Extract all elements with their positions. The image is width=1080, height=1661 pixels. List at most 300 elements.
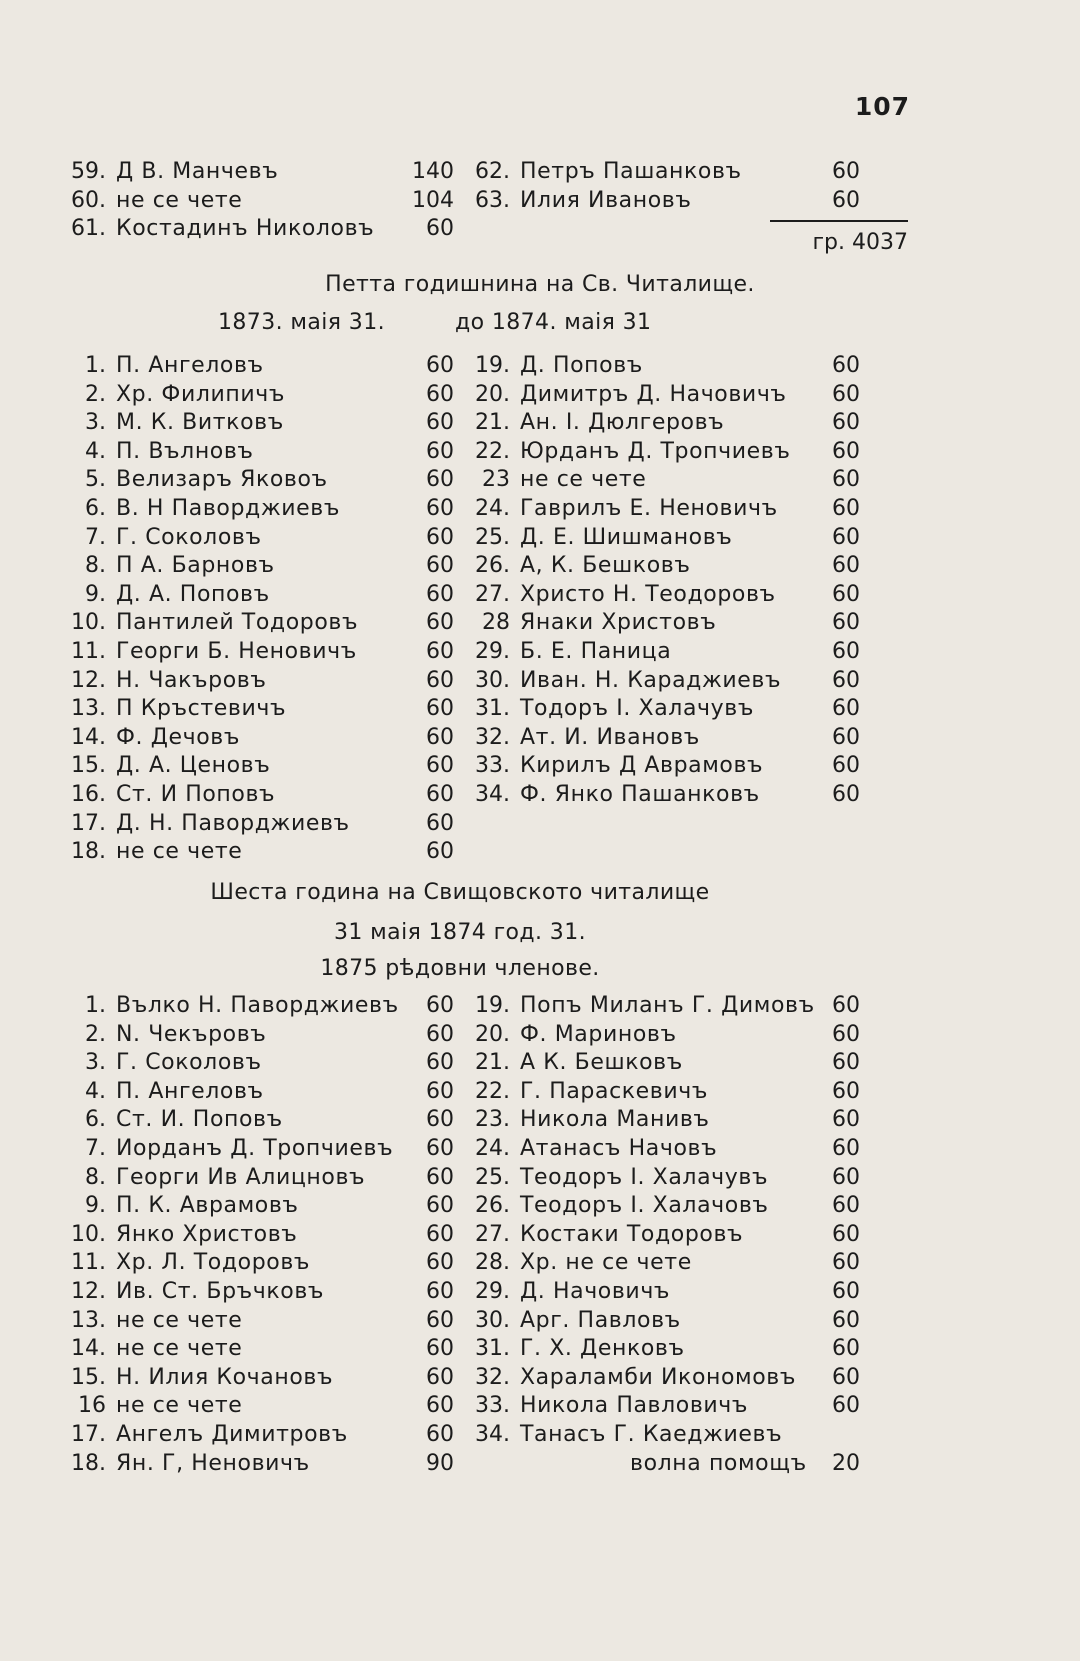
list-item	[58, 638, 454, 667]
item-number: 19.	[475, 993, 510, 1018]
item-number: 7.	[85, 524, 106, 550]
list-item	[58, 158, 454, 187]
list-item	[58, 992, 454, 1021]
member-name: Попъ Миланъ Г. Димовъ	[520, 993, 815, 1018]
list-item	[58, 1307, 454, 1336]
amount: 90	[426, 1450, 454, 1476]
list-item	[58, 1221, 454, 1250]
amount: 60	[426, 753, 454, 779]
member-name: Иван. Н. Караджиевъ	[520, 667, 782, 693]
amount: 60	[426, 524, 454, 550]
list-item	[58, 1021, 454, 1050]
amount: 60	[832, 553, 860, 579]
list-item	[58, 1135, 454, 1164]
section5-date-from: 1873. маія 31.	[218, 310, 385, 335]
amount: 60	[426, 1364, 454, 1390]
amount: 60	[426, 1307, 454, 1333]
member-name: Петръ Пашанковъ	[520, 159, 742, 184]
section5-right-list	[462, 352, 860, 810]
member-name: не се чете	[116, 1307, 243, 1333]
member-name: Никола Павловичъ	[520, 1393, 749, 1419]
list-item	[462, 1307, 860, 1336]
member-name: Г. Х. Денковъ	[520, 1336, 685, 1362]
member-name: Вълко Н. Паворджиевъ	[116, 993, 399, 1018]
member-name: не се чете	[116, 187, 243, 213]
item-number: 24.	[475, 495, 510, 521]
item-number: 23	[482, 467, 510, 493]
amount: 60	[426, 993, 454, 1018]
list-item	[58, 1364, 454, 1393]
item-number: 4.	[85, 438, 106, 464]
item-number: 34.	[475, 781, 510, 807]
amount: 60	[832, 581, 860, 607]
amount: 60	[426, 581, 454, 607]
amount: 60	[426, 495, 454, 521]
member-name: Ф. Мариновъ	[520, 1021, 677, 1047]
amount: 60	[832, 524, 860, 550]
list-item	[462, 1049, 860, 1078]
list-item	[462, 524, 860, 553]
member-name: волна помощъ	[630, 1450, 807, 1476]
item-number: 11.	[71, 638, 106, 664]
amount: 60	[426, 467, 454, 493]
amount: 60	[832, 495, 860, 521]
member-name: Н. Илия Кочановъ	[116, 1364, 334, 1390]
amount: 60	[832, 1078, 860, 1104]
item-number: 6.	[85, 495, 106, 521]
member-name: Хр. Филипичъ	[116, 381, 286, 407]
member-name: Георги Б. Неновичъ	[116, 638, 357, 664]
amount: 60	[832, 353, 860, 378]
amount: 60	[426, 638, 454, 664]
amount: 60	[426, 1107, 454, 1133]
amount: 60	[832, 1307, 860, 1333]
list-item	[58, 1278, 454, 1307]
item-number: 16.	[71, 781, 106, 807]
amount: 60	[426, 696, 454, 722]
list-item	[462, 552, 860, 581]
member-name: П А. Барновъ	[116, 553, 275, 579]
member-name: Н. Чакъровъ	[116, 667, 267, 693]
list-item	[58, 1335, 454, 1364]
member-name: Ат. И. Ивановъ	[520, 724, 700, 750]
amount: 60	[832, 781, 860, 807]
amount: 60	[832, 1364, 860, 1390]
member-name: Атанасъ Начовъ	[520, 1135, 718, 1161]
amount: 60	[426, 1221, 454, 1247]
member-name: Димитръ Д. Начовичъ	[520, 381, 787, 407]
list-item	[462, 466, 860, 495]
member-name: Д. А. Ценовъ	[116, 753, 271, 779]
section6-right-list	[462, 992, 860, 1478]
item-number: 2.	[85, 381, 106, 407]
section6-title: Шеста година на Свищовското читалище	[210, 880, 710, 905]
list-item	[462, 695, 860, 724]
item-number: 6.	[85, 1107, 106, 1133]
member-name: П. Ангеловъ	[116, 1078, 264, 1104]
amount: 60	[832, 1107, 860, 1133]
list-item	[58, 1249, 454, 1278]
list-item	[58, 838, 454, 867]
member-name: не се чете	[116, 1393, 243, 1419]
member-name: Арг. Павловъ	[520, 1307, 681, 1333]
member-name: Ст. И. Поповъ	[116, 1107, 283, 1133]
member-name: Георги Ив Алицновъ	[116, 1164, 366, 1190]
member-name: Костадинъ Николовъ	[116, 216, 375, 242]
item-number: 20.	[475, 381, 510, 407]
item-number: 61.	[71, 216, 106, 242]
item-number: 18.	[71, 839, 106, 865]
amount: 60	[426, 1278, 454, 1304]
member-name: Ангелъ Димитровъ	[116, 1421, 348, 1447]
amount: 60	[426, 610, 454, 636]
list-item	[58, 1078, 454, 1107]
amount: 60	[426, 1135, 454, 1161]
list-item	[58, 752, 454, 781]
item-number: 5.	[85, 467, 106, 493]
item-number: 16	[78, 1393, 106, 1419]
amount: 60	[426, 1250, 454, 1276]
member-name: П. Ангеловъ	[116, 353, 264, 378]
member-name: Д. Е. Шишмановъ	[520, 524, 733, 550]
member-name: Хр. Л. Тодоровъ	[116, 1250, 311, 1276]
list-item	[58, 187, 454, 216]
item-number: 33.	[475, 753, 510, 779]
list-item	[58, 1421, 454, 1450]
list-item	[462, 1421, 860, 1450]
member-name: Хараламби Икономовъ	[520, 1364, 797, 1390]
list-item	[462, 1450, 860, 1479]
amount: 60	[426, 438, 454, 464]
list-item	[58, 1049, 454, 1078]
list-item	[58, 1106, 454, 1135]
member-name: Ян. Г, Неновичъ	[116, 1450, 310, 1476]
list-item	[58, 524, 454, 553]
item-number: 4.	[85, 1078, 106, 1104]
list-item	[58, 352, 454, 381]
amount: 60	[426, 1078, 454, 1104]
item-number: 25.	[475, 1164, 510, 1190]
item-number: 59.	[71, 159, 106, 184]
member-name: Д. Н. Паворджиевъ	[116, 810, 350, 836]
amount: 60	[832, 1278, 860, 1304]
item-number: 30.	[475, 1307, 510, 1333]
item-number: 22.	[475, 1078, 510, 1104]
section5-left-list	[58, 352, 454, 867]
list-item	[462, 495, 860, 524]
amount: 60	[832, 410, 860, 436]
amount: 60	[832, 696, 860, 722]
list-item	[462, 752, 860, 781]
item-number: 60.	[71, 187, 106, 213]
member-name: Велизаръ Яковоъ	[116, 467, 328, 493]
list-item	[58, 1164, 454, 1193]
list-item	[58, 1192, 454, 1221]
member-name: Г. Параскевичъ	[520, 1078, 708, 1104]
amount: 60	[426, 353, 454, 378]
item-number: 29.	[475, 638, 510, 664]
amount: 60	[426, 1393, 454, 1419]
list-item	[462, 581, 860, 610]
item-number: 63.	[475, 187, 510, 213]
item-number: 31.	[475, 1336, 510, 1362]
amount: 60	[832, 1164, 860, 1190]
item-number: 1.	[85, 993, 106, 1018]
member-name: Янаки Христовъ	[520, 610, 717, 636]
list-item	[462, 724, 860, 753]
member-name: П. Вълновъ	[116, 438, 254, 464]
member-name: Кирилъ Д Аврамовъ	[520, 753, 764, 779]
item-number: 30.	[475, 667, 510, 693]
list-item	[58, 381, 454, 410]
list-item	[462, 1392, 860, 1421]
item-number: 15.	[71, 1364, 106, 1390]
list-item	[58, 695, 454, 724]
amount: 60	[832, 1250, 860, 1276]
list-item	[58, 781, 454, 810]
list-item	[462, 667, 860, 696]
list-item	[462, 381, 860, 410]
amount: 60	[426, 1050, 454, 1076]
amount: 60	[832, 159, 860, 184]
member-name: А, К. Бешковъ	[520, 553, 691, 579]
top-right-list	[462, 158, 860, 215]
list-item	[462, 1021, 860, 1050]
member-name: Никола Манивъ	[520, 1107, 710, 1133]
member-name: А К. Бешковъ	[520, 1050, 683, 1076]
member-name: Теодоръ І. Халачувъ	[520, 1164, 769, 1190]
item-number: 2.	[85, 1021, 106, 1047]
list-item	[58, 1450, 454, 1479]
member-name: Теодоръ І. Халачовъ	[520, 1193, 769, 1219]
member-name: Г. Соколовъ	[116, 1050, 262, 1076]
member-name: не се чете	[116, 839, 243, 865]
list-item	[58, 810, 454, 839]
amount: 60	[832, 1050, 860, 1076]
list-item	[462, 1249, 860, 1278]
item-number: 32.	[475, 724, 510, 750]
section6-date: 31 маія 1874 год. 31.	[334, 920, 586, 945]
list-item	[462, 1278, 860, 1307]
list-item	[58, 466, 454, 495]
amount: 60	[426, 839, 454, 865]
amount: 60	[426, 1164, 454, 1190]
member-name: Тодоръ І. Халачувъ	[520, 696, 754, 722]
item-number: 19.	[475, 353, 510, 378]
item-number: 24.	[475, 1135, 510, 1161]
item-number: 26.	[475, 553, 510, 579]
member-name: Пантилей Тодоровъ	[116, 610, 359, 636]
amount: 20	[832, 1450, 860, 1476]
amount: 104	[412, 187, 454, 213]
amount: 60	[832, 638, 860, 664]
amount: 60	[426, 1021, 454, 1047]
item-number: 33.	[475, 1393, 510, 1419]
item-number: 12.	[71, 667, 106, 693]
amount: 60	[832, 610, 860, 636]
list-item	[58, 581, 454, 610]
member-name: Ив. Ст. Бръчковъ	[116, 1278, 325, 1304]
member-name: Христо Н. Теодоровъ	[520, 581, 776, 607]
amount: 140	[412, 159, 454, 184]
amount: 60	[832, 1135, 860, 1161]
page-number: 107	[854, 92, 910, 121]
item-number: 15.	[71, 753, 106, 779]
item-number: 28.	[475, 1250, 510, 1276]
amount: 60	[426, 381, 454, 407]
list-item	[462, 1078, 860, 1107]
top-left-list	[58, 158, 454, 244]
amount: 60	[832, 187, 860, 213]
item-number: 7.	[85, 1135, 106, 1161]
item-number: 11.	[71, 1250, 106, 1276]
item-number: 22.	[475, 438, 510, 464]
list-item	[462, 158, 860, 187]
item-number: 1.	[85, 353, 106, 378]
amount: 60	[832, 1221, 860, 1247]
member-name: Иорданъ Д. Тропчиевъ	[116, 1135, 394, 1161]
list-item	[462, 781, 860, 810]
member-name: Ан. І. Дюлгеровъ	[520, 410, 725, 436]
amount: 60	[426, 781, 454, 807]
list-item	[58, 609, 454, 638]
item-number: 26.	[475, 1193, 510, 1219]
list-item	[58, 495, 454, 524]
list-item	[462, 609, 860, 638]
list-item	[58, 552, 454, 581]
item-number: 3.	[85, 410, 106, 436]
member-name: Гаврилъ Е. Неновичъ	[520, 495, 778, 521]
item-number: 10.	[71, 1221, 106, 1247]
list-item	[462, 1106, 860, 1135]
list-item	[58, 409, 454, 438]
member-name: В. Н Паворджиевъ	[116, 495, 341, 521]
total-rule	[770, 220, 908, 222]
member-name: Д. Начовичъ	[520, 1278, 671, 1304]
item-number: 31.	[475, 696, 510, 722]
item-number: 8.	[85, 553, 106, 579]
item-number: 13.	[71, 1307, 106, 1333]
list-item	[462, 352, 860, 381]
item-number: 62.	[475, 159, 510, 184]
amount: 60	[832, 1021, 860, 1047]
amount: 60	[426, 724, 454, 750]
member-name: П Кръстевичъ	[116, 696, 287, 722]
item-number: 27.	[475, 1221, 510, 1247]
section5-date-to: до 1874. маія 31	[455, 310, 652, 335]
member-name: Хр. не се чете	[520, 1250, 692, 1276]
item-number: 17.	[71, 1421, 106, 1447]
item-number: 13.	[71, 696, 106, 722]
member-name: Д В. Манчевъ	[116, 159, 279, 184]
item-number: 3.	[85, 1050, 106, 1076]
list-item	[58, 215, 454, 244]
amount: 60	[832, 667, 860, 693]
item-number: 12.	[71, 1278, 106, 1304]
item-number: 17.	[71, 810, 106, 836]
member-name: Илия Ивановъ	[520, 187, 692, 213]
member-name: Танасъ Г. Каеджиевъ	[520, 1421, 783, 1447]
list-item	[58, 724, 454, 753]
member-name: Костаки Тодоровъ	[520, 1221, 744, 1247]
item-number: 23.	[475, 1107, 510, 1133]
list-item	[462, 1192, 860, 1221]
list-item	[462, 1364, 860, 1393]
member-name: Д. Поповъ	[520, 353, 643, 378]
list-item	[58, 438, 454, 467]
item-number: 9.	[85, 1193, 106, 1219]
member-name: Б. Е. Паница	[520, 638, 672, 664]
list-item	[462, 1335, 860, 1364]
amount: 60	[426, 810, 454, 836]
amount: 60	[426, 1421, 454, 1447]
section6-subtitle: 1875 рѣдовни членове.	[320, 956, 600, 981]
item-number: 14.	[71, 724, 106, 750]
item-number: 9.	[85, 581, 106, 607]
amount: 60	[832, 438, 860, 464]
item-number: 27.	[475, 581, 510, 607]
list-item	[462, 992, 860, 1021]
section5-title: Петта годишнина на Св. Читалище.	[325, 272, 755, 297]
amount: 60	[832, 381, 860, 407]
amount: 60	[832, 1193, 860, 1219]
item-number: 28	[482, 610, 510, 636]
amount: 60	[832, 1336, 860, 1362]
amount: 60	[832, 753, 860, 779]
item-number: 20.	[475, 1021, 510, 1047]
item-number: 32.	[475, 1364, 510, 1390]
member-name: Ф. Дечовъ	[116, 724, 241, 750]
item-number: 18.	[71, 1450, 106, 1476]
list-item	[462, 409, 860, 438]
list-item	[462, 1135, 860, 1164]
list-item	[462, 1164, 860, 1193]
list-item	[58, 1392, 454, 1421]
amount: 60	[832, 993, 860, 1018]
member-name: Ст. И Поповъ	[116, 781, 276, 807]
list-item	[462, 1221, 860, 1250]
amount: 60	[426, 216, 454, 242]
member-name: не се чете	[116, 1336, 243, 1362]
item-number: 21.	[475, 410, 510, 436]
item-number: 14.	[71, 1336, 106, 1362]
amount: 60	[426, 667, 454, 693]
list-item	[58, 667, 454, 696]
list-item	[462, 187, 860, 216]
section6-left-list	[58, 992, 454, 1478]
amount: 60	[832, 724, 860, 750]
member-name: Д. А. Поповъ	[116, 581, 270, 607]
member-name: Г. Соколовъ	[116, 524, 262, 550]
amount: 60	[426, 1193, 454, 1219]
list-item	[462, 438, 860, 467]
member-name: Юрданъ Д. Тропчиевъ	[520, 438, 791, 464]
member-name: не се чете	[520, 467, 647, 493]
list-item	[462, 638, 860, 667]
item-number: 8.	[85, 1164, 106, 1190]
member-name: Ф. Янко Пашанковъ	[520, 781, 760, 807]
item-number: 25.	[475, 524, 510, 550]
amount: 60	[832, 467, 860, 493]
member-name: М. К. Витковъ	[116, 410, 284, 436]
item-number: 10.	[71, 610, 106, 636]
amount: 60	[426, 410, 454, 436]
item-number: 29.	[475, 1278, 510, 1304]
item-number: 21.	[475, 1050, 510, 1076]
amount: 60	[832, 1393, 860, 1419]
amount: 60	[426, 553, 454, 579]
amount: 60	[426, 1336, 454, 1362]
